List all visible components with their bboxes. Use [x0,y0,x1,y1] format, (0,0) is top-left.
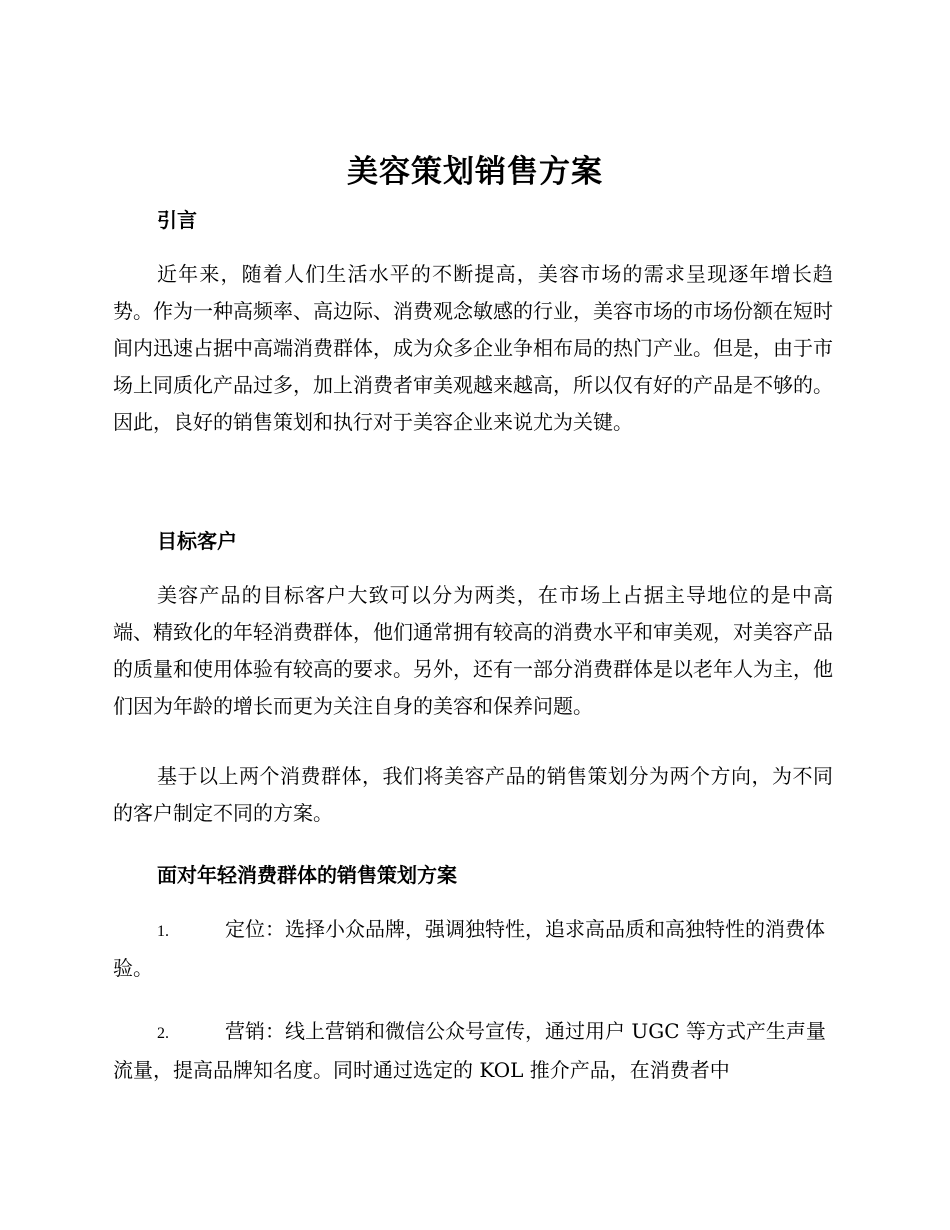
list-item-text: 营销：线上营销和微信公众号宣传，通过用户 UGC 等方式产生声量流量，提高品牌知名度。同时通过选定的 KOL 推介产品，在消费者中 [113,1019,826,1082]
list-item [113,1013,833,1089]
section-heading-young-consumers: 面对年轻消费群体的销售策划方案 [157,863,457,887]
section-heading-target-customers: 目标客户 [157,529,237,553]
list-item-number: 2. [157,1025,169,1042]
document-title: 美容策划销售方案 [347,154,603,190]
section-heading-introduction: 引言 [157,208,197,232]
list-item [113,911,833,987]
paragraph-introduction: 近年来，随着人们生活水平的不断提高，美容市场的需求呈现逐年增长趋势。作为一种高频率、高边际、消费观念敏感的行业，美容市场的市场份额在短时间内迅速占据中高端消费群体，成为众多企业争相布局的热门产业。但是，由于市场上同质化产品过多，加上消费者审美观越来越高，所以仅有好的产品是不够的。因此，良好的销售策划和执行对于美容企业来说尤为关键。 [113,262,833,434]
list-item-text: 定位：选择小众品牌，强调独特性，追求高品质和高独特性的消费体验。 [113,917,825,980]
paragraph-two-directions: 基于以上两个消费群体，我们将美容产品的销售策划分为两个方向，为不同的客户制定不同的方案。 [113,764,833,825]
paragraph-target-customers: 美容产品的目标客户大致可以分为两类，在市场上占据主导地位的是中高端、精致化的年轻消费群体，他们通常拥有较高的消费水平和审美观，对美容产品的质量和使用体验有较高的要求。另外，还有一部分消费群体是以老年人为主，他们因为年龄的增长而更为关注自身的美容和保养问题。 [113,583,833,718]
list-item-number: 1. [157,923,169,940]
